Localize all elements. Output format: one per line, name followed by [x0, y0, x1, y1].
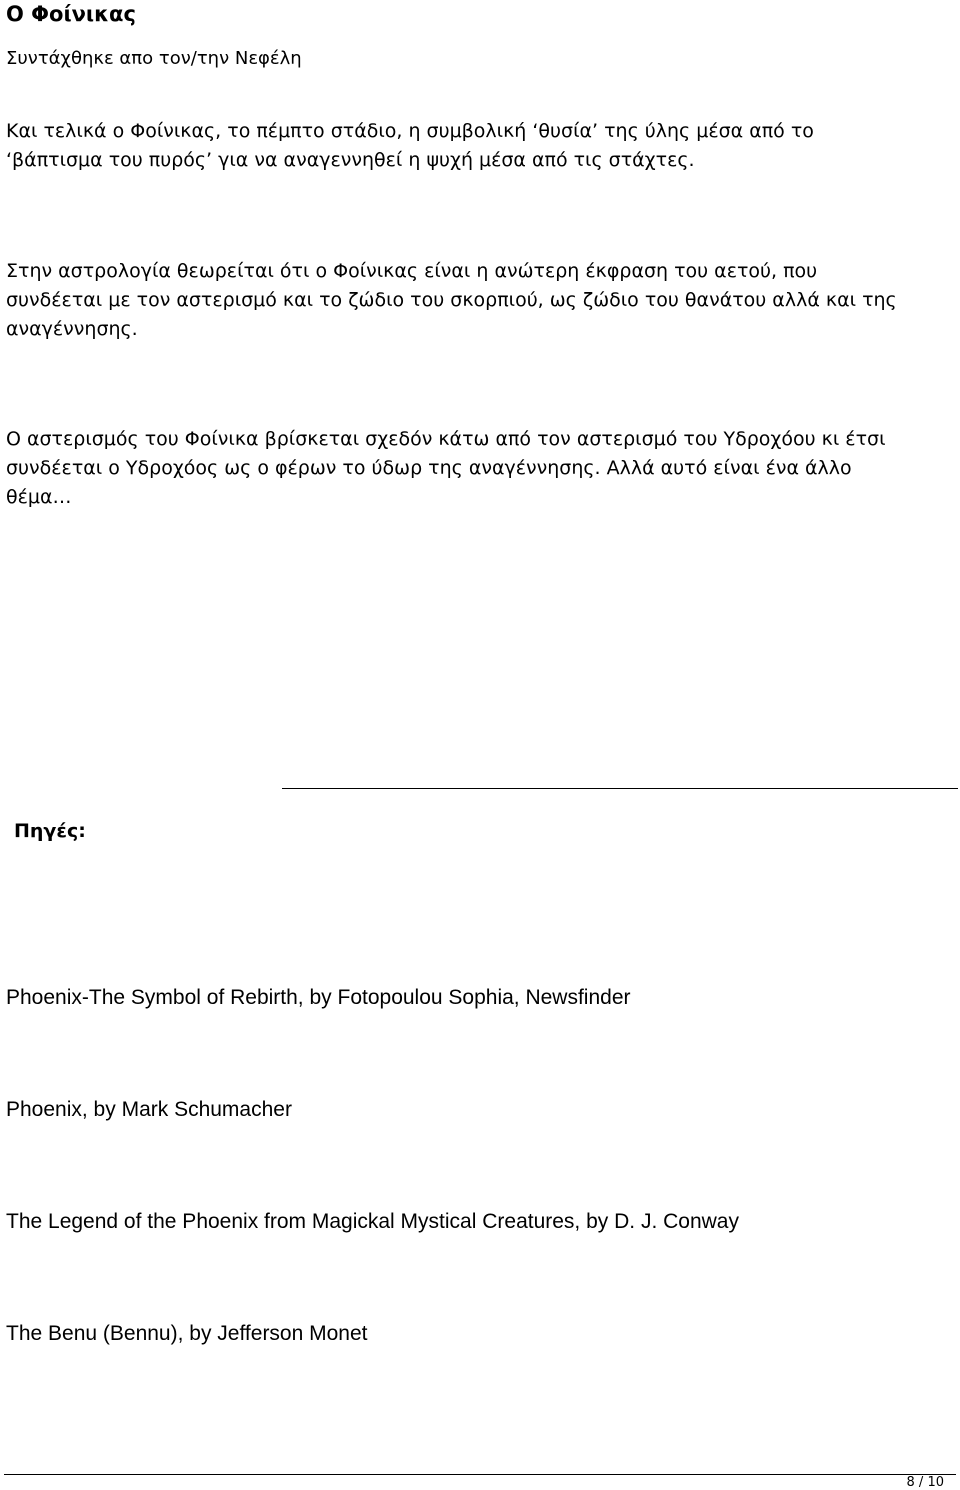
paragraph: [6, 257, 956, 344]
paragraph-line: ‘βάπτισμα του πυρός’ για να αναγεννηθεί η ψυχή μέσα από τις στάχτες.: [6, 149, 695, 171]
paragraph-line: Στην αστρολογία θεωρείται ότι ο Φοίνικας είναι η ανώτερη έκφραση του αετού, που: [6, 260, 818, 282]
author-line: Συντάχθηκε απο τον/την Νεφέλη: [6, 48, 302, 69]
paragraph-line: Ο αστερισμός του Φοίνικα βρίσκεται σχεδόν κάτω από τον αστερισμό του Υδροχόου κι έτσι: [6, 428, 886, 450]
source-item: The Legend of the Phoenix from Magickal Mystical Creatures, by D. J. Conway: [6, 1210, 739, 1233]
paragraph-line: αναγέννησης.: [6, 318, 138, 340]
footer-divider: [4, 1474, 956, 1475]
document-title: Ο Φοίνικας: [6, 2, 136, 26]
sources-heading: Πηγές:: [14, 820, 86, 842]
paragraph-line: Και τελικά ο Φοίνικας, το πέμπτο στάδιο, η συμβολική ‘θυσία’ της ύλης μέσα από το: [6, 120, 814, 142]
paragraph-line: θέμα…: [6, 486, 72, 508]
source-item: Phoenix-The Symbol of Rebirth, by Fotopoulou Sophia, Newsfinder: [6, 986, 631, 1009]
section-divider: [282, 788, 958, 789]
page-number: 8 / 10: [906, 1475, 944, 1490]
source-item: The Benu (Bennu), by Jefferson Monet: [6, 1322, 368, 1345]
source-item: Phoenix, by Mark Schumacher: [6, 1098, 292, 1121]
paragraph: [6, 425, 956, 512]
paragraph-line: συνδέεται ο Υδροχόος ως ο φέρων το ύδωρ της αναγέννησης. Αλλά αυτό είναι ένα άλλο: [6, 457, 852, 479]
paragraph: [6, 117, 956, 175]
paragraph-line: συνδέεται με τον αστερισμό και το ζώδιο του σκορπιού, ως ζώδιο του θανάτου αλλά και της: [6, 289, 897, 311]
